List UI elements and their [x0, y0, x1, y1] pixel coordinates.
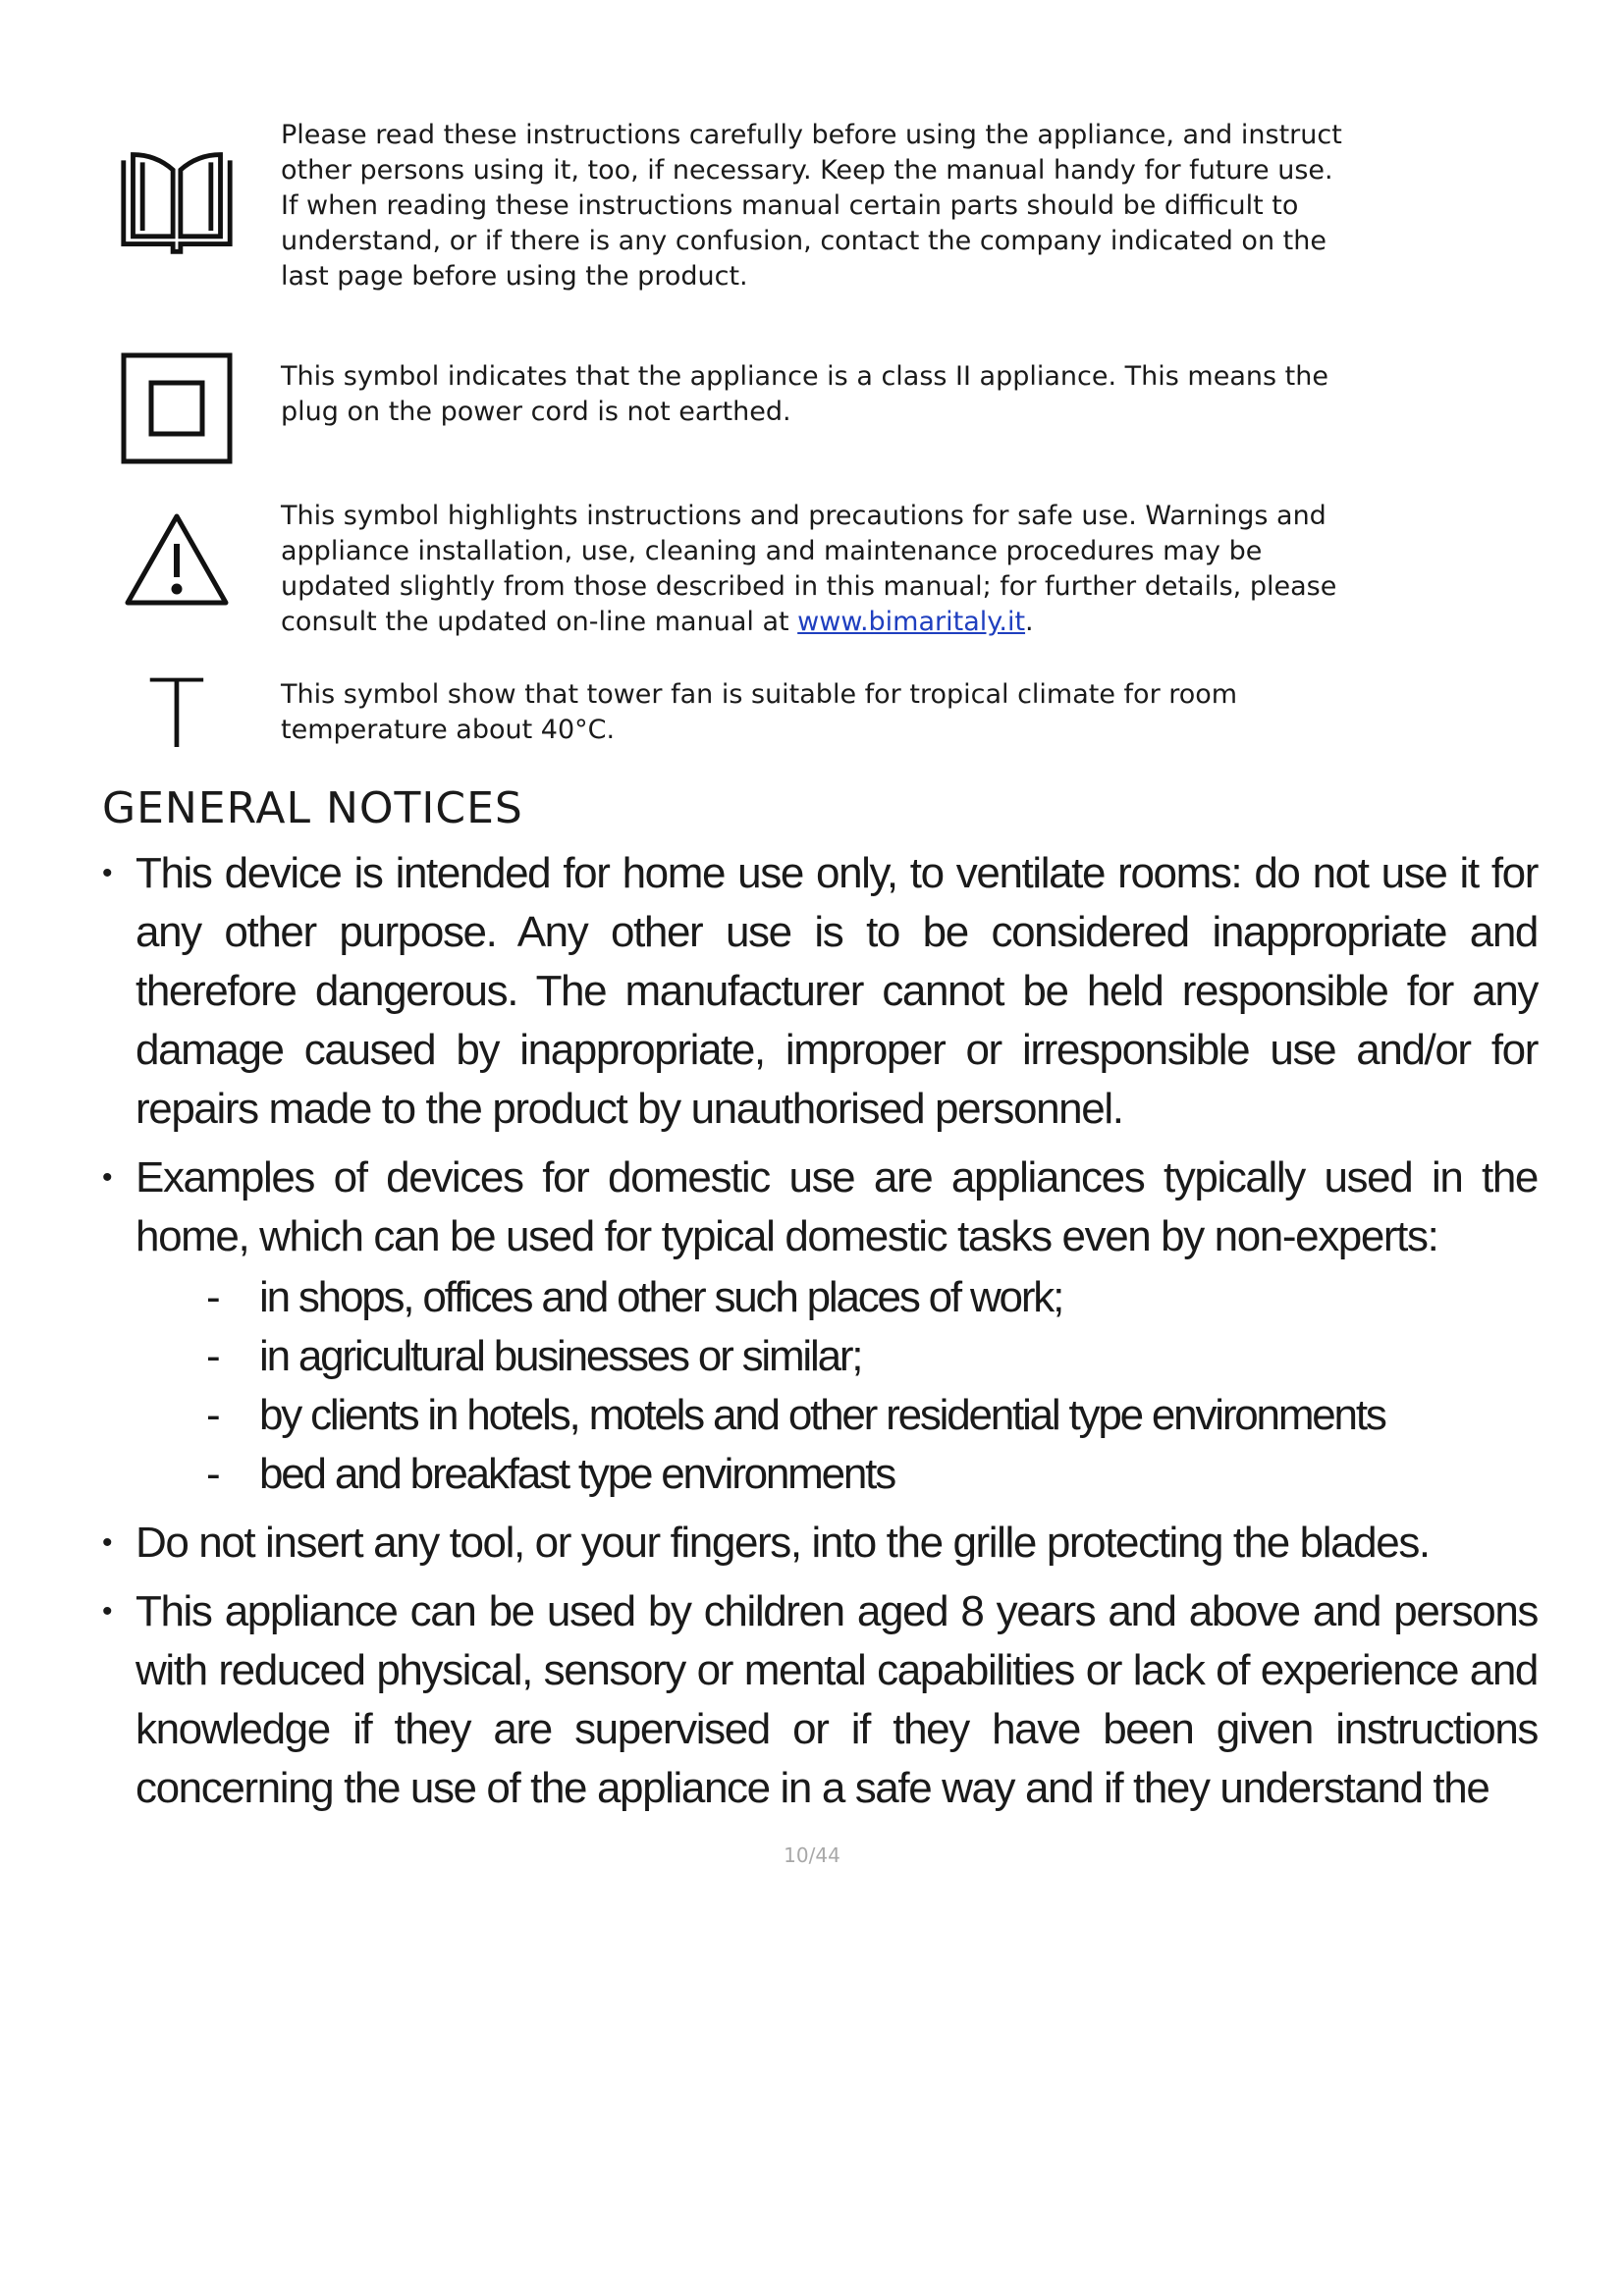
dash-icon: -	[206, 1391, 219, 1439]
sub-list-item	[135, 1445, 1538, 1504]
tropical-description: This symbol show that tower fan is suitable for tropical climate for room temperature about 40°C.	[281, 679, 1238, 745]
sub-item-text: by clients in hotels, motels and other residential type environments	[259, 1391, 1385, 1439]
notice-text: Do not insert any tool, or your fingers, into the grille protecting the blades.	[135, 1519, 1430, 1567]
bimaritaly-website-link[interactable]: www.bimaritaly.it	[797, 607, 1026, 637]
notice-item	[102, 844, 1538, 1139]
dash-icon: -	[206, 1332, 219, 1380]
manual-book-icon	[118, 147, 236, 255]
bullet-icon: •	[102, 1595, 112, 1628]
notice-item	[102, 1582, 1538, 1818]
domestic-use-examples-list	[135, 1268, 1538, 1504]
page-number: 10/44	[784, 1843, 840, 1867]
dash-icon: -	[206, 1273, 219, 1321]
sub-list-item	[135, 1327, 1538, 1386]
bullet-icon: •	[102, 1526, 112, 1559]
notice-text: This appliance can be used by children aged 8 years and above and persons with reduced physical, sensory or mental capabilities or lack of experience and knowledge if they are supervised or if they have been given instructions concerning the use of the appliance in a safe way and if they understand the	[135, 1587, 1538, 1812]
bullet-icon: •	[102, 1161, 112, 1194]
warning-triangle-icon	[118, 510, 236, 609]
sub-item-text: in shops, offices and other such places of work;	[259, 1273, 1063, 1321]
notice-item	[102, 1148, 1538, 1504]
general-notices-list	[102, 844, 1538, 1828]
sub-item-text: bed and breakfast type environments	[259, 1450, 895, 1498]
sub-list-item	[135, 1386, 1538, 1445]
read-manual-paragraph-2: If when reading these instructions manual certain parts should be difficult to understand, or if there is any confusion, contact the company indicated on the last page before using the product.	[281, 190, 1326, 292]
read-manual-paragraph-1: Please read these instructions carefully before using the appliance, and instruct other persons using it, too, if necessary. Keep the manual handy for future use.	[281, 120, 1342, 186]
class-ii-double-square-icon	[118, 351, 236, 465]
tropical-t-icon	[118, 660, 236, 770]
warning-text-end: .	[1025, 607, 1034, 637]
tropical-t-glyph: T	[147, 660, 206, 770]
sub-list-item	[135, 1268, 1538, 1327]
warning-description	[281, 499, 1371, 640]
notice-text: Examples of devices for domestic use are appliances typically used in the home, which can be used for typical domestic tasks even by non-experts:	[135, 1153, 1538, 1260]
sub-item-text: in agricultural businesses or similar;	[259, 1332, 862, 1380]
notice-text: This device is intended for home use only, to ventilate rooms: do not use it for any other purpose. Any other use is to be considered inappropriate and therefore dangerous. The manufacturer cannot be held responsible for any damage caused by inappropriate, improper or irresponsible use and/or for repairs made to the product by unauthorised personnel.	[135, 849, 1538, 1133]
class-ii-description: This symbol indicates that the appliance is a class II appliance. This means the plug on the power cord is not earthed.	[281, 361, 1328, 427]
notice-item	[102, 1514, 1538, 1573]
bullet-icon: •	[102, 857, 112, 889]
dash-icon: -	[206, 1450, 219, 1498]
warning-text: This symbol highlights instructions and precautions for safe use. Warnings and appliance installation, use, cleaning and maintenance procedures may be updated slightly from those described in this manual; for further details, please consult the updated on-line manual at	[281, 501, 1337, 637]
general-notices-title: GENERAL NOTICES	[102, 783, 523, 833]
